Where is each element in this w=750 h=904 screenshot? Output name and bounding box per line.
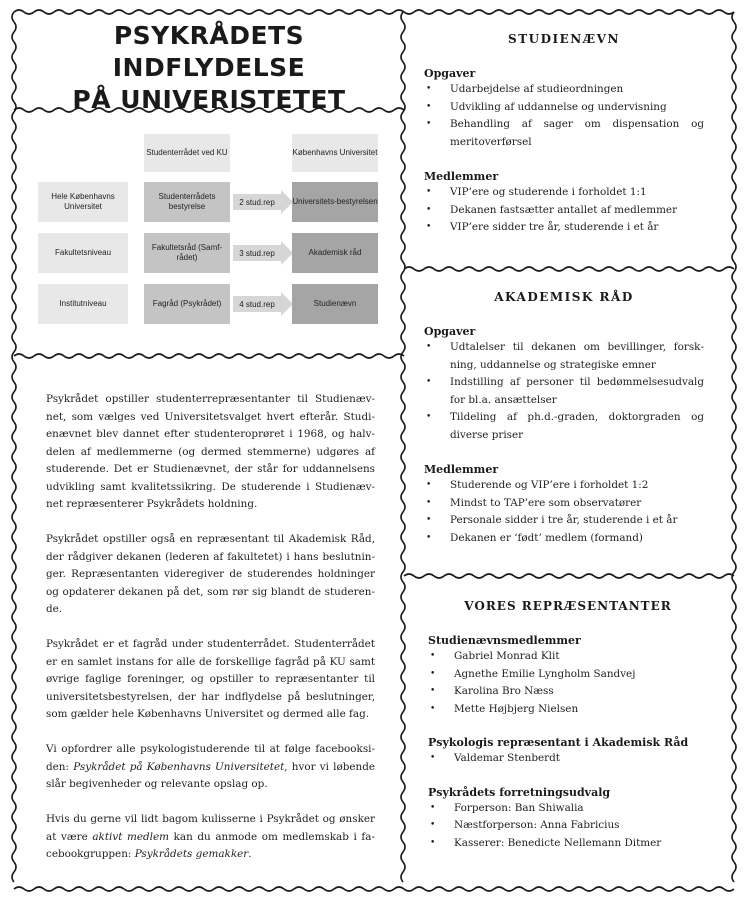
frame-column-divider (401, 12, 405, 882)
akademisk-members (424, 477, 704, 547)
list-item: • VIP’ere og studerende i forholdet 1:1 (424, 184, 704, 202)
arrow-4-stud-rep (233, 292, 293, 316)
list-item: • Tildeling af ph.d.-graden, doktorgraden og diverse priser (424, 409, 704, 444)
body-text (46, 391, 375, 881)
list-item: • Indstilling af personer til bedømmelsesudvalg for bl.a. ansættelser (424, 374, 704, 409)
group-list-studienaevn (428, 648, 708, 718)
row-level-university: Hele Københavns Universitet (38, 182, 128, 222)
row-level-faculty: Fakultetsniveau (38, 233, 128, 273)
group-label-forretningsudvalg: Psykrådets forretningsudvalg (428, 785, 611, 799)
list-item: • Studerende og VIP’ere i forholdet 1:2 (424, 477, 704, 495)
col-header-universitet: Københavns Universitet (292, 134, 378, 172)
akademisk-tasks-label: Opgaver (424, 325, 476, 338)
paragraph-akademisk-raad: Psykrådet opstiller også en repræsentant til Akademisk Råd, der rådgiver dekanen (lederen af fakultetet) i hans beslutninger. Repræsentanten videregiver de studerendes holdninger og opdaterer dekanen på det, som rør sig blandt de studerende. (46, 533, 375, 615)
akademisk-members-label: Medlemmer (424, 463, 499, 476)
paragraph-facebook-page (46, 741, 375, 794)
akademisk-tasks (424, 339, 704, 444)
studienaevn-tasks (424, 81, 704, 151)
university-body-studienaevn: Studienævn (292, 284, 378, 324)
studienaevn-box (424, 32, 704, 237)
arrow-label-2: 2 stud.rep (239, 197, 275, 207)
divider-right-2 (404, 574, 734, 578)
p5-text-c: . (248, 848, 252, 860)
p4-text-b: , hvor vi løbende slår begivenheder og relevante opslag op. (46, 760, 376, 790)
frame-right (732, 12, 736, 882)
list-item: • Agnethe Emilie Lyngholm Sandvej (428, 666, 708, 684)
list-item: • Karolina Bro Næss (428, 683, 708, 701)
arrow-label-4: 4 stud.rep (239, 299, 275, 309)
group-list-akademisk (428, 750, 708, 768)
row-level-institute: Institutniveau (38, 284, 128, 324)
list-item: • Dekanen er ‘født’ medlem (formand) (424, 530, 704, 548)
title-box (18, 20, 400, 114)
list-item: • Mindst to TAP’ere som observatører (424, 495, 704, 513)
list-item: • VIP’ere sidder tre år, studerende i et år (424, 219, 704, 237)
list-item: • Udarbejdelse af studieordningen (424, 81, 704, 99)
studienaevn-members-label: Medlemmer (424, 170, 499, 183)
group-label-akademisk: Psykologis repræsentant i Akademisk Råd (428, 736, 689, 749)
list-item: • Personale sidder i tre år, studerende i et år (424, 512, 704, 530)
student-body-bestyrelse: Studenterrådets bestyrelse (144, 182, 230, 222)
representanter-heading: VORES REPRÆSENTANTER (464, 599, 672, 613)
divider-right-1 (404, 267, 734, 271)
university-body-bestyrelsen: Universitets-bestyrelsen (292, 182, 378, 222)
facebook-page-name: Psykrådet på Københavns Universitetet (73, 760, 285, 773)
university-body-akademisk-raad: Akademisk råd (292, 233, 378, 273)
list-item: • Behandling af sager om dispensation og meritoverførsel (424, 116, 704, 151)
studienaevn-heading: STUDIENÆVN (508, 32, 620, 46)
arrow-2-stud-rep (233, 190, 293, 214)
arrow-3-stud-rep (233, 241, 293, 265)
frame-top (14, 10, 734, 14)
studienaevn-members (424, 184, 704, 237)
arrow-label-3: 3 stud.rep (239, 248, 275, 258)
list-item: • Gabriel Monrad Klit (428, 648, 708, 666)
representanter-box (428, 599, 708, 852)
divider-left-diagram (14, 354, 404, 358)
list-item: • Udvikling af uddannelse og undervisning (424, 99, 704, 117)
paragraph-studienaevn: Psykrådet opstiller studenterrepræsentanter til Studienævnet, som vælges ved Universitetsvalget hvert efterår. Studienævnet blev dannet efter studenteroprøret i 1968, og halvdelen af medlemmerne (og dermed stemmerne) udgøres af studerende. Det er Studienævnet, der står for uddannelsens udvikling samt kvalitetssikring. De studerende i Studienævnet repræsenterer Psykrådets holdning. (46, 393, 375, 510)
frame-left (12, 12, 16, 882)
student-body-fagraad: Fagråd (Psykrådet) (144, 284, 230, 324)
list-item: • Valdemar Stenberdt (428, 750, 708, 768)
list-item: • Udtalelser til dekanen om bevillinger, forskning, uddannelse og strategiske emner (424, 339, 704, 374)
list-item: • Forperson: Ban Shiwalia (428, 800, 708, 818)
list-item: • Næstforperson: Anna Fabricius (428, 817, 708, 835)
akademisk-raad-heading: AKADEMISK RÅD (494, 290, 634, 304)
p4-text-a: Vi opfordrer alle psykologistuderende til at følge facebooksiden: (46, 743, 375, 773)
akademisk-raad-box (424, 290, 704, 547)
list-item: • Kasserer: Benedicte Nellemann Ditmer (428, 835, 708, 853)
page-title: PSYKRÅDETS INDFLYDELSE PÅ UNIVERISTETET (72, 21, 346, 114)
paragraph-studenterraadet: Psykrådet er et fagråd under studenterrådet. Studenterrådet er en samlet instans for alle de forskellige fagråd på KU samt øvrige faglige foreninger, og opstiller to repræsentanter til universitetsbestyrelsen, der har indflydelse på beslutninger, som gælder hele Københavns Universitet og dermed alle fag. (46, 638, 375, 720)
facebook-group-name: Psykrådets gemakker (134, 848, 249, 860)
paragraph-facebook-group (46, 811, 375, 864)
list-item: • Mette Højbjerg Nielsen (428, 701, 708, 719)
influence-diagram (38, 134, 378, 324)
frame-bottom (14, 887, 734, 891)
p5-text-a: Hvis du gerne vil lidt bagom kulisserne i Psykrådet og ønsker at være (46, 813, 375, 843)
group-list-forretningsudvalg (428, 800, 708, 853)
studienaevn-tasks-label: Opgaver (424, 67, 476, 80)
col-header-studenterraadet: Studenterrådet ved KU (144, 134, 230, 172)
student-body-fakultetsraad: Fakultetsråd (Samf-rådet) (144, 233, 230, 273)
list-item: • Dekanen fastsætter antallet af medlemmer (424, 202, 704, 220)
p5-text-b: kan du anmode om medlemskab i facebookgruppen: (46, 830, 375, 860)
aktivt-medlem: aktivt medlem (92, 830, 169, 843)
group-label-studienaevn: Studienævnsmedlemmer (428, 634, 581, 647)
